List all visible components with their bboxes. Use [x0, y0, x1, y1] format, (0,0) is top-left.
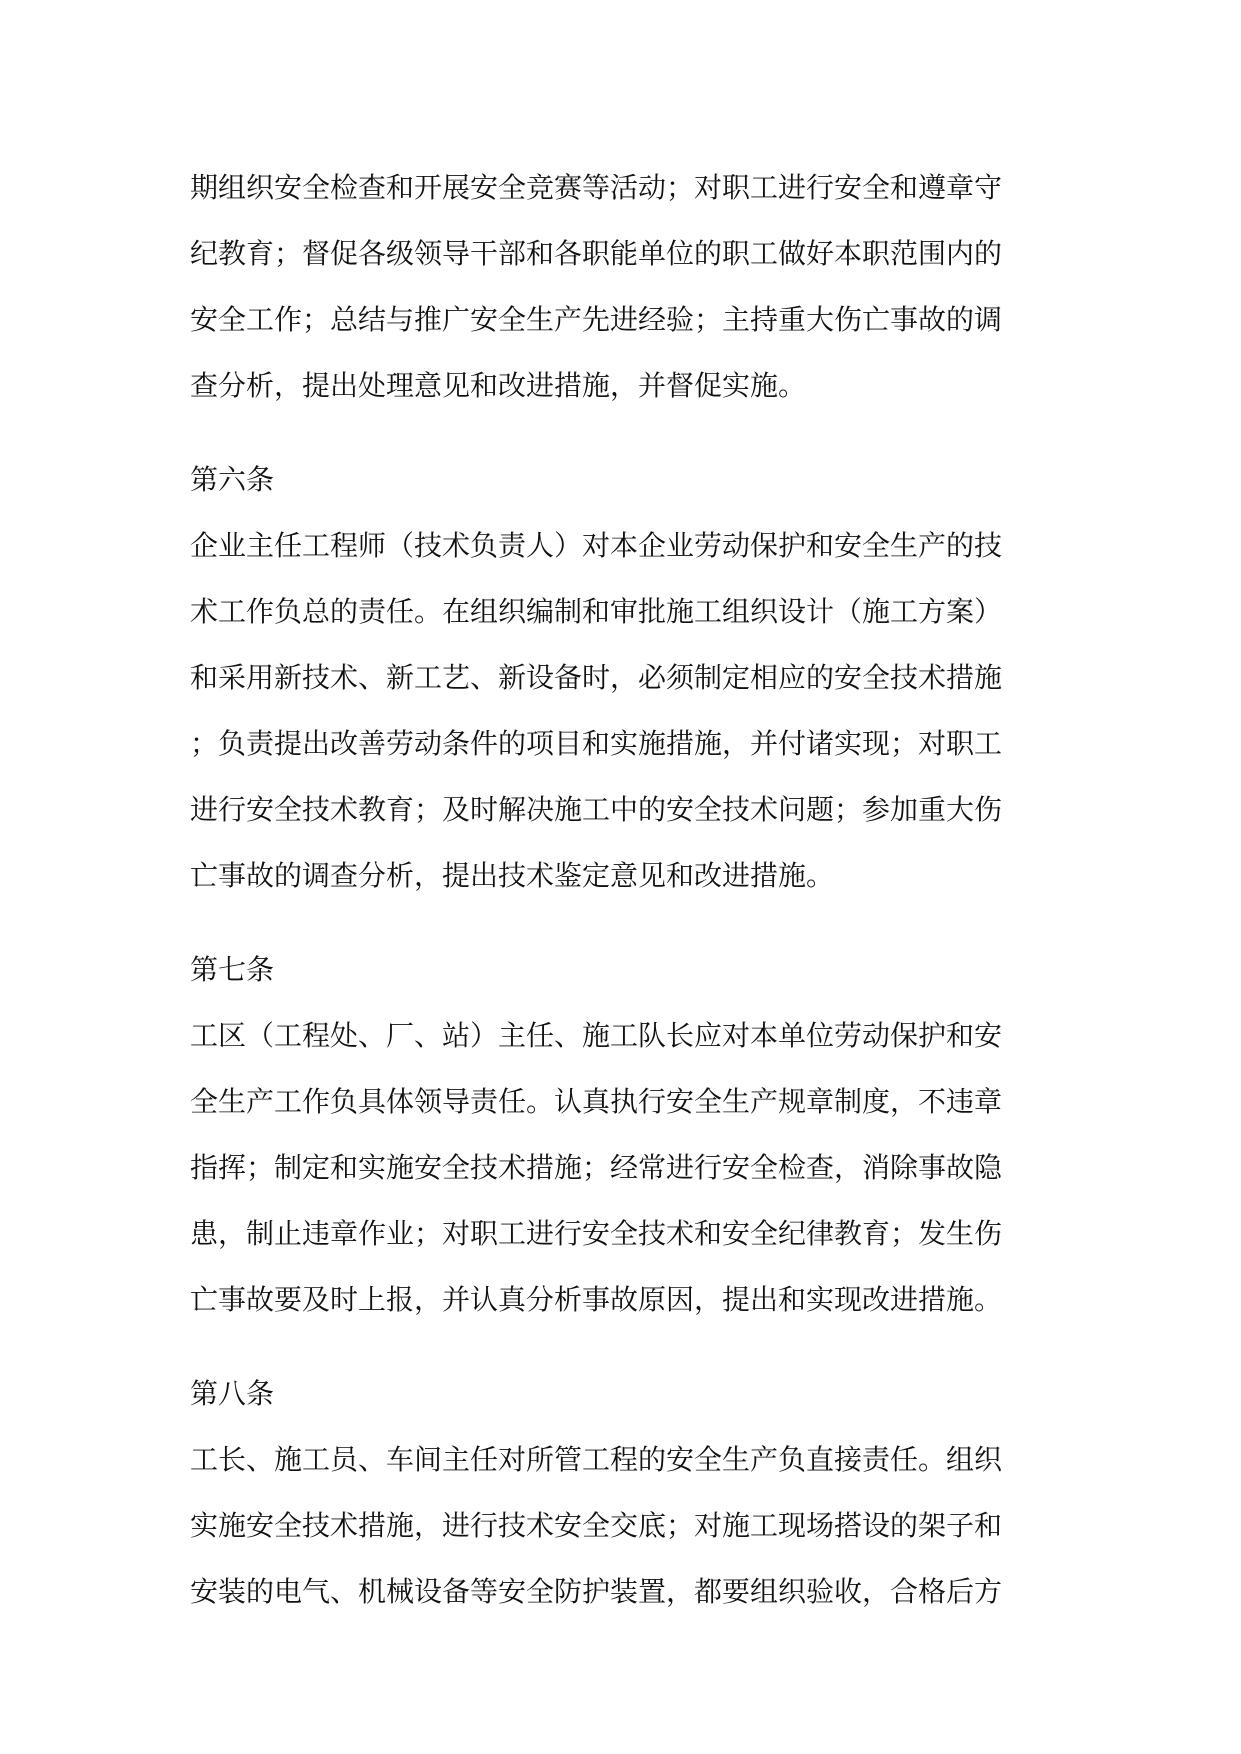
- text-line: 工长、施工员、车间主任对所管工程的安全生产负直接责任。组织: [190, 1443, 1003, 1476]
- text-line: 工区（工程处、厂、站）主任、施工队长应对本单位劳动保护和安: [190, 1019, 1003, 1052]
- paragraph: [190, 1427, 1045, 1625]
- text-line: 指挥；制定和实施安全技术措施；经常进行安全检查，消除事故隐: [190, 1151, 1003, 1184]
- text-line: 实施安全技术措施，进行技术安全交底；对施工现场搭设的架子和: [190, 1509, 1003, 1542]
- text-line: 纪教育；督促各级领导干部和各职能单位的职工做好本职范围内的: [190, 237, 1003, 270]
- text-line: 安装的电气、机械设备等安全防护装置，都要组织验收，合格后方: [190, 1575, 1003, 1608]
- text-line: 期组织安全检查和开展安全竞赛等活动；对职工进行安全和遵章守: [190, 171, 1003, 204]
- article-heading: 第六条: [190, 463, 275, 496]
- text-line: 患，制止违章作业；对职工进行安全技术和安全纪律教育；发生伤: [190, 1217, 1003, 1250]
- document-body: [190, 155, 1045, 1625]
- paragraph: [190, 513, 1045, 909]
- text-line: 亡事故的调查分析，提出技术鉴定意见和改进措施。: [190, 859, 835, 892]
- paragraph: [190, 1003, 1045, 1333]
- text-line: 企业主任工程师（技术负责人）对本企业劳动保护和安全生产的技: [190, 529, 1003, 562]
- text-line: 安全工作；总结与推广安全生产先进经验；主持重大伤亡事故的调: [190, 303, 1003, 336]
- paragraph: [190, 155, 1045, 419]
- text-line: 全生产工作负具体领导责任。认真执行安全生产规章制度，不违章: [190, 1085, 1003, 1118]
- text-line: 亡事故要及时上报，并认真分析事故原因，提出和实现改进措施。: [190, 1283, 1003, 1316]
- text-line: 术工作负总的责任。在组织编制和审批施工组织设计（施工方案）: [190, 595, 1003, 628]
- text-line: 和采用新技术、新工艺、新设备时，必须制定相应的安全技术措施: [190, 661, 1003, 694]
- article-heading: 第七条: [190, 953, 275, 986]
- text-line: 进行安全技术教育；及时解决施工中的安全技术问题；参加重大伤: [190, 793, 1003, 826]
- text-line: 查分析，提出处理意见和改进措施，并督促实施。: [190, 369, 807, 402]
- article-heading: 第八条: [190, 1377, 275, 1410]
- text-line: ；负责提出改善劳动条件的项目和实施措施，并付诸实现；对职工: [190, 727, 1003, 760]
